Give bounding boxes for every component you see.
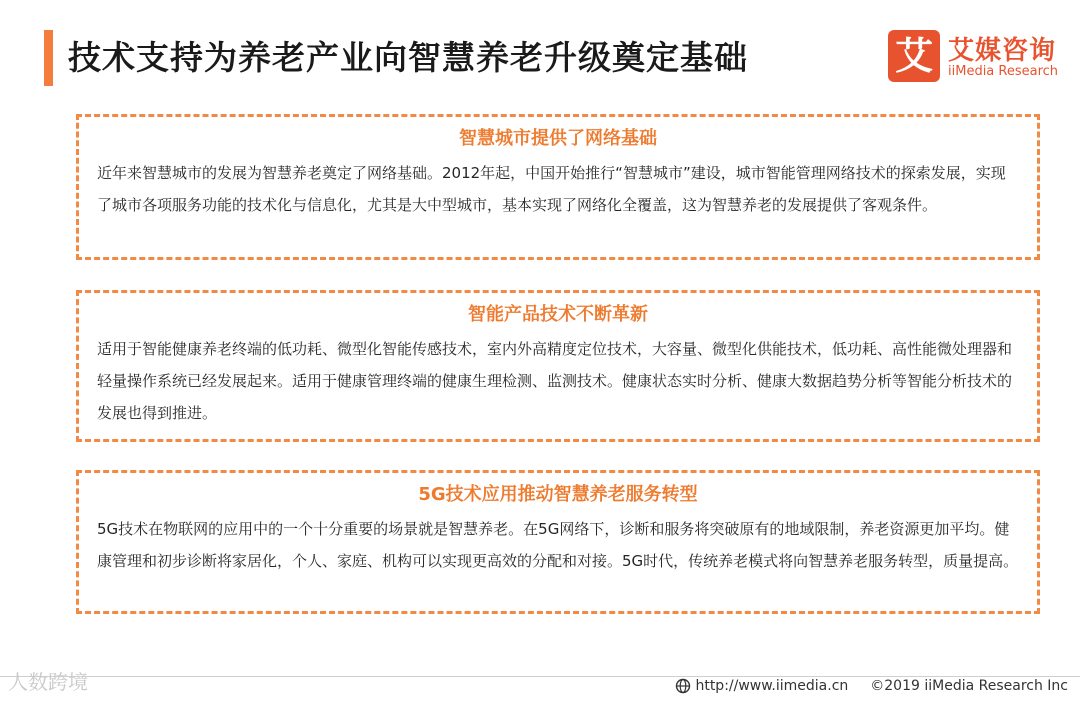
iimedia-logo: [888, 30, 1068, 82]
logo-en-name: iiMedia Research: [948, 64, 1059, 79]
section-card-smart-city: [76, 114, 1040, 260]
globe-icon: [675, 678, 691, 694]
logo-cn-name: 艾媒咨询: [948, 36, 1057, 66]
logo-mark-text: 艾: [894, 34, 933, 78]
section-body: 近年来智慧城市的发展为智慧养老奠定了网络基础。2012年起，中国开始推行“智慧城市”建设，城市智能管理网络技术的探索发展，实现了城市各项服务功能的技术化与信息化，尤其是大中型城市，基本实现了网络化全覆盖，这为智慧养老的发展提供了客观条件。: [97, 164, 1006, 214]
page-title: 技术支持为养老产业向智慧养老升级奠定基础: [68, 38, 748, 77]
footer-url-link[interactable]: http://www.iimedia.cn: [695, 678, 849, 694]
footer-info: [675, 678, 1068, 694]
section-card-smart-products: [76, 290, 1040, 442]
section-card-5g: [76, 470, 1040, 614]
section-title: 5G技术应用推动智慧养老服务转型: [418, 484, 698, 505]
section-body: 适用于智能健康养老终端的低功耗、微型化智能传感技术，室内外高精度定位技术，大容量、微型化供能技术，低功耗、高性能微处理器和轻量操作系统已经发展起来。适用于健康管理终端的健康生理检测、监测技术。健康状态实时分析、健康大数据趋势分析等智能分析技术的发展也得到推进。: [97, 340, 1013, 422]
footer-divider: [0, 676, 1080, 677]
section-title: 智能产品技术不断革新: [468, 304, 648, 325]
title-accent-bar: [44, 30, 53, 86]
section-body: 5G技术在物联网的应用中的一个十分重要的场景就是智慧养老。在5G网络下，诊断和服务将突破原有的地域限制，养老资源更加平均。健康管理和初步诊断将家居化，个人、家庭、机构可以实现更高效的分配和对接。5G时代，传统养老模式将向智慧养老服务转型，质量提高。: [97, 520, 1019, 570]
logo-mark-icon: [888, 30, 940, 82]
watermark-text: 人数跨境: [8, 670, 88, 694]
footer-copyright: ©2019 iiMedia Research Inc: [870, 678, 1068, 694]
section-title: 智慧城市提供了网络基础: [459, 128, 657, 149]
